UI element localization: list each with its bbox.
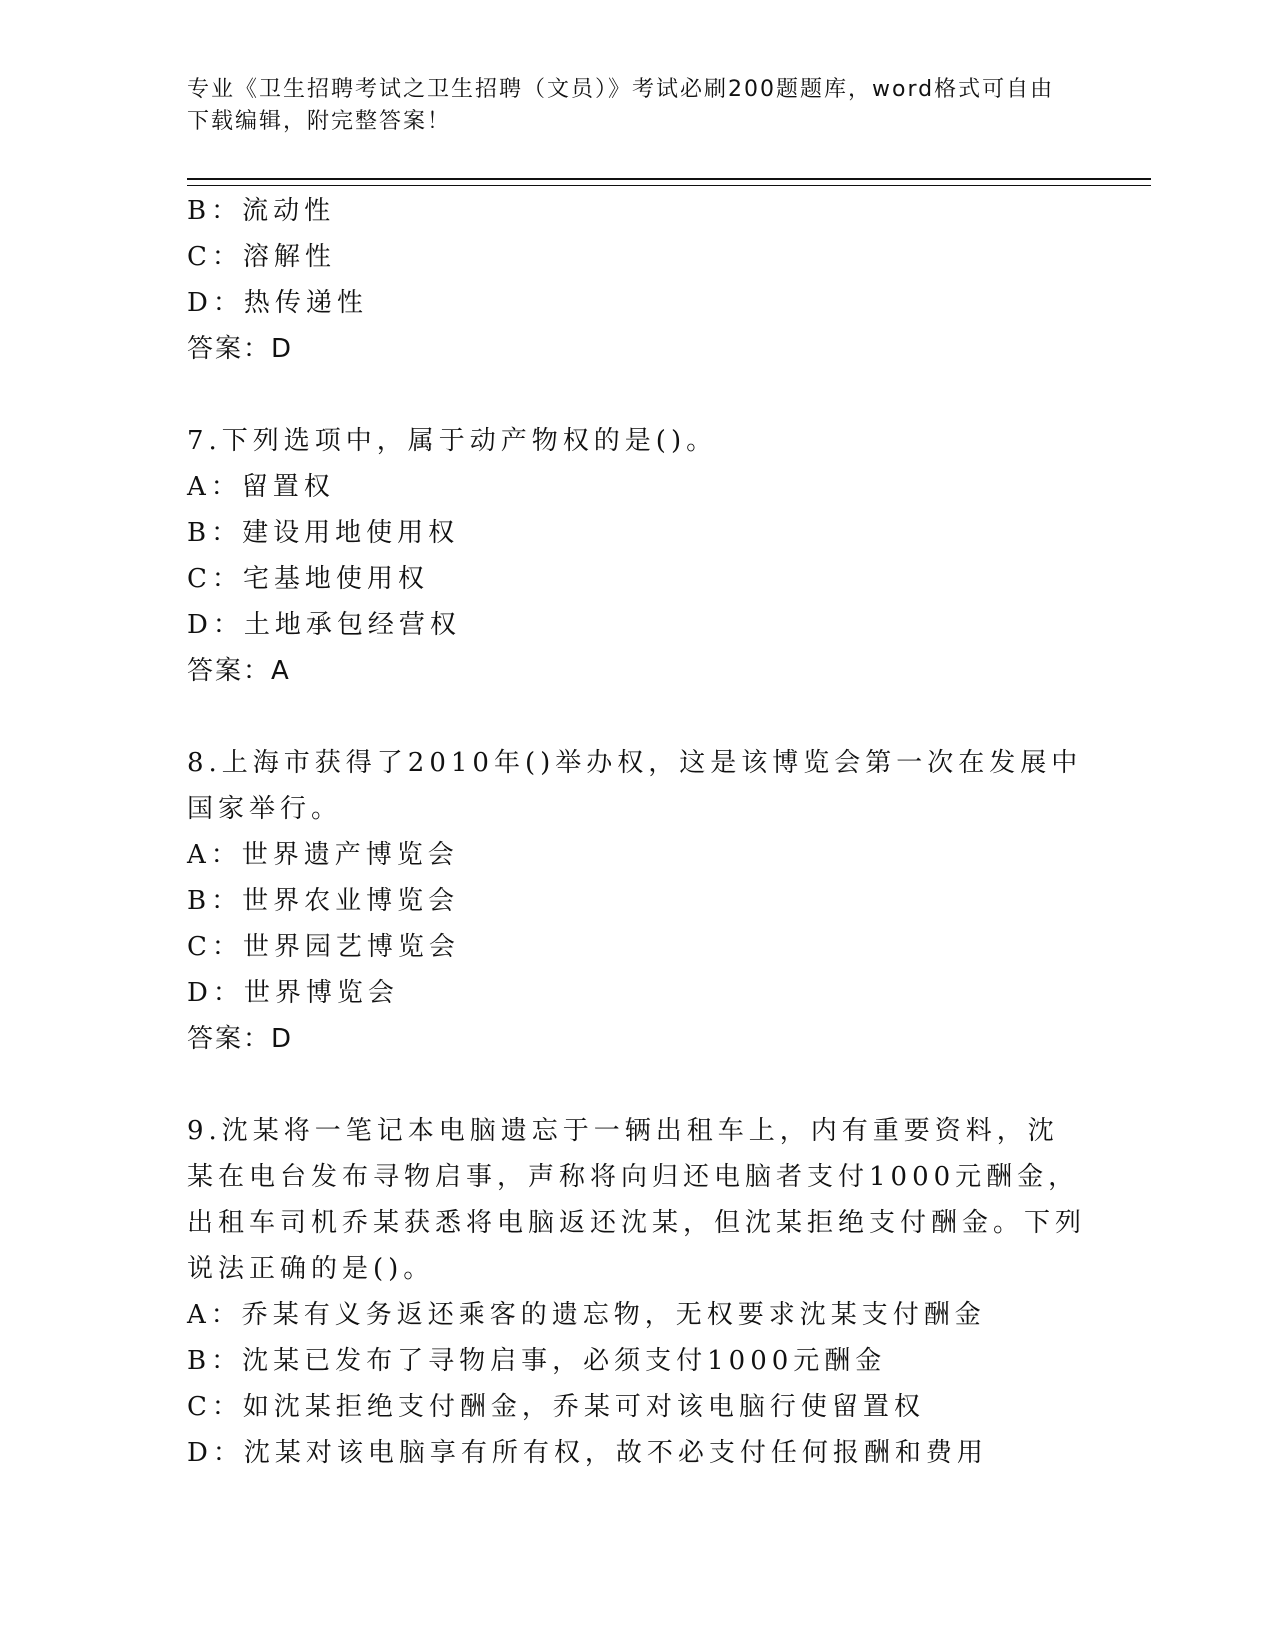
option-d: D：世界博览会 [187, 978, 399, 1008]
question-6-continued [187, 188, 1087, 372]
question-8 [187, 740, 1087, 1062]
option-c: C：世界园艺博览会 [187, 932, 460, 962]
option-d: D：热传递性 [187, 288, 368, 318]
option-a: A：留置权 [187, 472, 335, 502]
option-c: C：宅基地使用权 [187, 564, 429, 594]
option-c: C：溶解性 [187, 242, 336, 272]
answer-line: 答案：D [187, 1024, 294, 1054]
question-content [187, 188, 1087, 1476]
option-d: D：沈某对该电脑享有所有权，故不必支付任何报酬和费用 [187, 1438, 988, 1468]
option-b: B：世界农业博览会 [187, 886, 460, 916]
option-b: B：建设用地使用权 [187, 518, 460, 548]
question-text: 9.沈某将一笔记本电脑遗忘于一辆出租车上，内有重要资料，沈某在电台发布寻物启事，声称将向归还电脑者支付1000元酬金，出租车司机乔某获悉将电脑返还沈某，但沈某拒绝支付酬金。下列说法正确的是()。 [187, 1116, 1087, 1284]
header-divider [187, 178, 1151, 186]
question-9 [187, 1108, 1087, 1476]
spacer [187, 694, 1087, 740]
question-text: 7.下列选项中，属于动产物权的是()。 [187, 426, 718, 456]
option-b: B：沈某已发布了寻物启事，必须支付1000元酬金 [187, 1346, 887, 1376]
answer-line: 答案：D [187, 334, 294, 364]
option-b: B：流动性 [187, 196, 336, 226]
question-text: 8.上海市获得了2010年()举办权，这是该博览会第一次在发展中国家举行。 [187, 748, 1083, 824]
document-header: 专业《卫生招聘考试之卫生招聘（文员）》考试必刷200题题库，word格式可自由下载编辑，附完整答案！ [187, 77, 1055, 134]
option-d: D：土地承包经营权 [187, 610, 461, 640]
option-a: A：乔某有义务返还乘客的遗忘物，无权要求沈某支付酬金 [187, 1300, 986, 1330]
spacer [187, 1062, 1087, 1108]
answer-line: 答案：A [187, 656, 291, 686]
option-c: C：如沈某拒绝支付酬金，乔某可对该电脑行使留置权 [187, 1392, 925, 1422]
spacer [187, 372, 1087, 418]
option-a: A：世界遗产博览会 [187, 840, 459, 870]
question-7 [187, 418, 1087, 694]
